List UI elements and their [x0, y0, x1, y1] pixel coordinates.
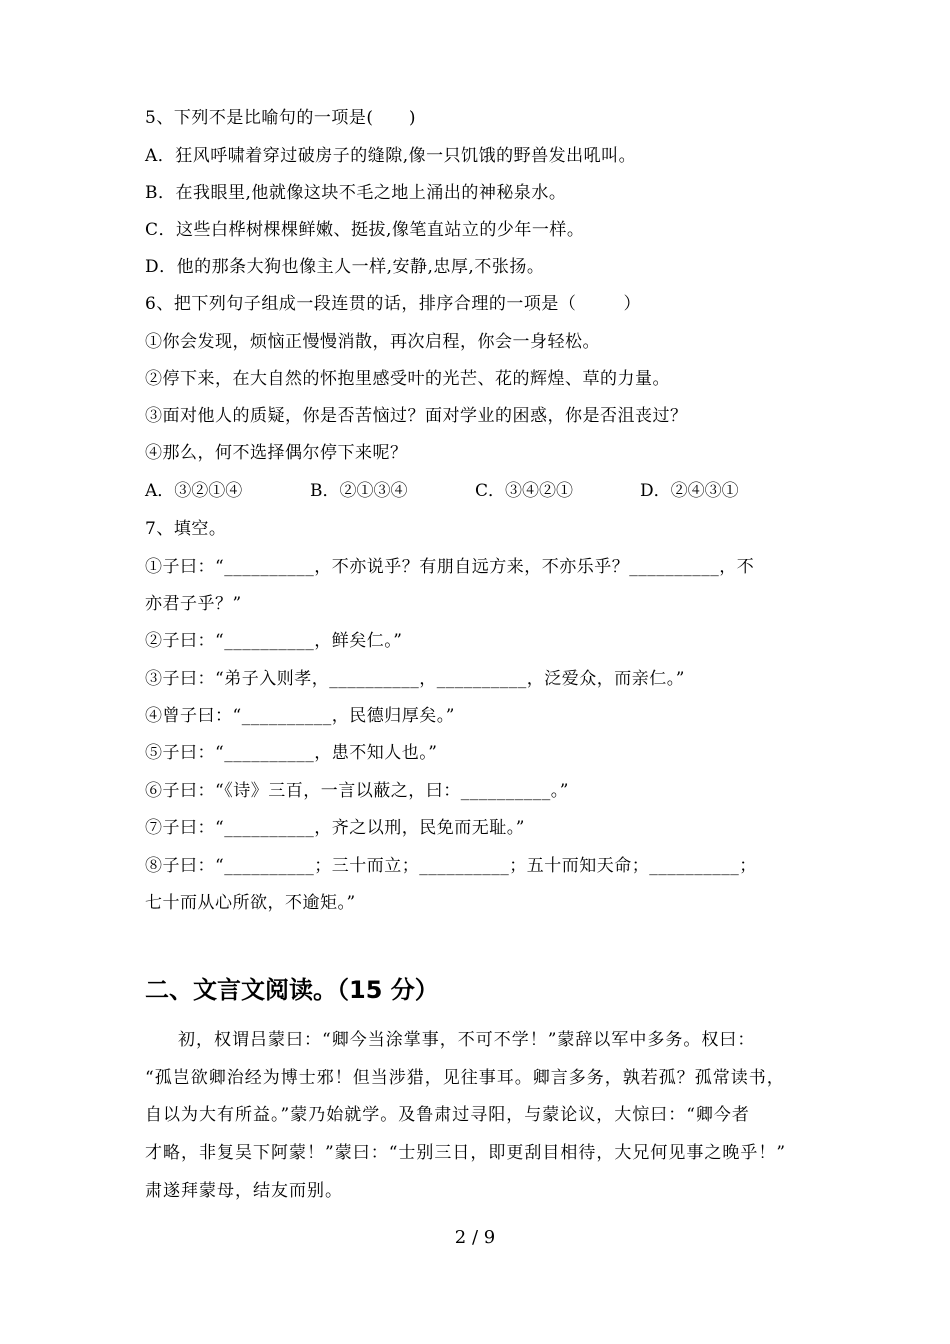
q6-stem: 6、把下列句子组成一段连贯的话，排序合理的一项是（ ） — [145, 294, 642, 314]
passage-line-1: 初，权谓吕蒙曰：“卿今当涂掌事，不可不学！”蒙辞以军中多务。权曰： — [178, 1030, 756, 1050]
passage-line-5: 肃遂拜蒙母，结友而别。 — [145, 1181, 343, 1201]
passage-line-2: “孤岂欲卿治经为博士邪！但当涉猎，见往事耳。卿言多务，孰若孤？孤常读书， — [145, 1068, 785, 1088]
q6-option-c: C．③④②① — [475, 481, 574, 501]
q7-item-8: ⑧子曰：“__________；三十而立；__________；五十而知天命；__________； — [145, 856, 757, 876]
q6-sentence-3: ③面对他人的质疑，你是否苦恼过？面对学业的困惑，你是否沮丧过？ — [145, 406, 688, 426]
q7-item-2: ②子曰：“__________，鲜矣仁。” — [145, 631, 403, 651]
q6-sentence-4: ④那么，何不选择偶尔停下来呢？ — [145, 443, 408, 463]
q7-item-1: ①子曰：“__________，不亦说乎？有朋自远方来，不亦乐乎？__________，不 — [145, 557, 755, 577]
q6-option-d: D．②④③① — [640, 481, 739, 501]
passage-line-4: 才略，非复吴下阿蒙！”蒙曰：“士别三日，即更刮目相待，大兄何见事之晚乎！” — [145, 1143, 787, 1163]
q6-option-b: B．②①③④ — [310, 481, 408, 501]
page-number: 2 / 9 — [454, 1227, 496, 1248]
q7-item-1-cont: 亦君子乎？” — [145, 594, 242, 614]
q7-item-6: ⑥子曰：“《诗》三百，一言以蔽之，曰：__________。” — [145, 781, 569, 801]
q5-option-d: D．他的那条大狗也像主人一样,安静,忠厚,不张扬。 — [145, 257, 545, 277]
q5-option-c: C．这些白桦树棵棵鲜嫩、挺拔,像笔直站立的少年一样。 — [145, 220, 585, 240]
q7-item-3: ③子曰：“弟子入则孝，__________，__________，泛爱众，而亲仁。” — [145, 669, 685, 689]
q7-item-5: ⑤子曰：“__________，患不知人也。” — [145, 743, 438, 763]
section-heading: 二、文言文阅读。（15 分） — [145, 976, 439, 1004]
q7-item-7: ⑦子曰：“__________，齐之以刑，民免而无耻。” — [145, 818, 525, 838]
q6-option-a: A．③②①④ — [145, 481, 243, 501]
q5-stem: 5、下列不是比喻句的一项是( ) — [145, 108, 417, 128]
q5-option-b: B．在我眼里,他就像这块不毛之地上涌出的神秘泉水。 — [145, 183, 567, 203]
passage-line-3: 自以为大有所益。”蒙乃始就学。及鲁肃过寻阳，与蒙论议，大惊曰：“卿今者 — [145, 1105, 750, 1125]
q6-sentence-2: ②停下来，在大自然的怀抱里感受叶的光芒、花的辉煌、草的力量。 — [145, 369, 670, 389]
q7-item-4: ④曾子曰：“__________，民德归厚矣。” — [145, 706, 455, 726]
q5-option-a: A．狂风呼啸着穿过破房子的缝隙,像一只饥饿的野兽发出吼叫。 — [145, 146, 637, 166]
q6-sentence-1: ①你会发现，烦恼正慢慢消散，再次启程，你会一身轻松。 — [145, 332, 600, 352]
q7-stem: 7、填空。 — [145, 519, 227, 539]
q7-item-8-cont: 七十而从心所欲，不逾矩。” — [145, 893, 356, 913]
